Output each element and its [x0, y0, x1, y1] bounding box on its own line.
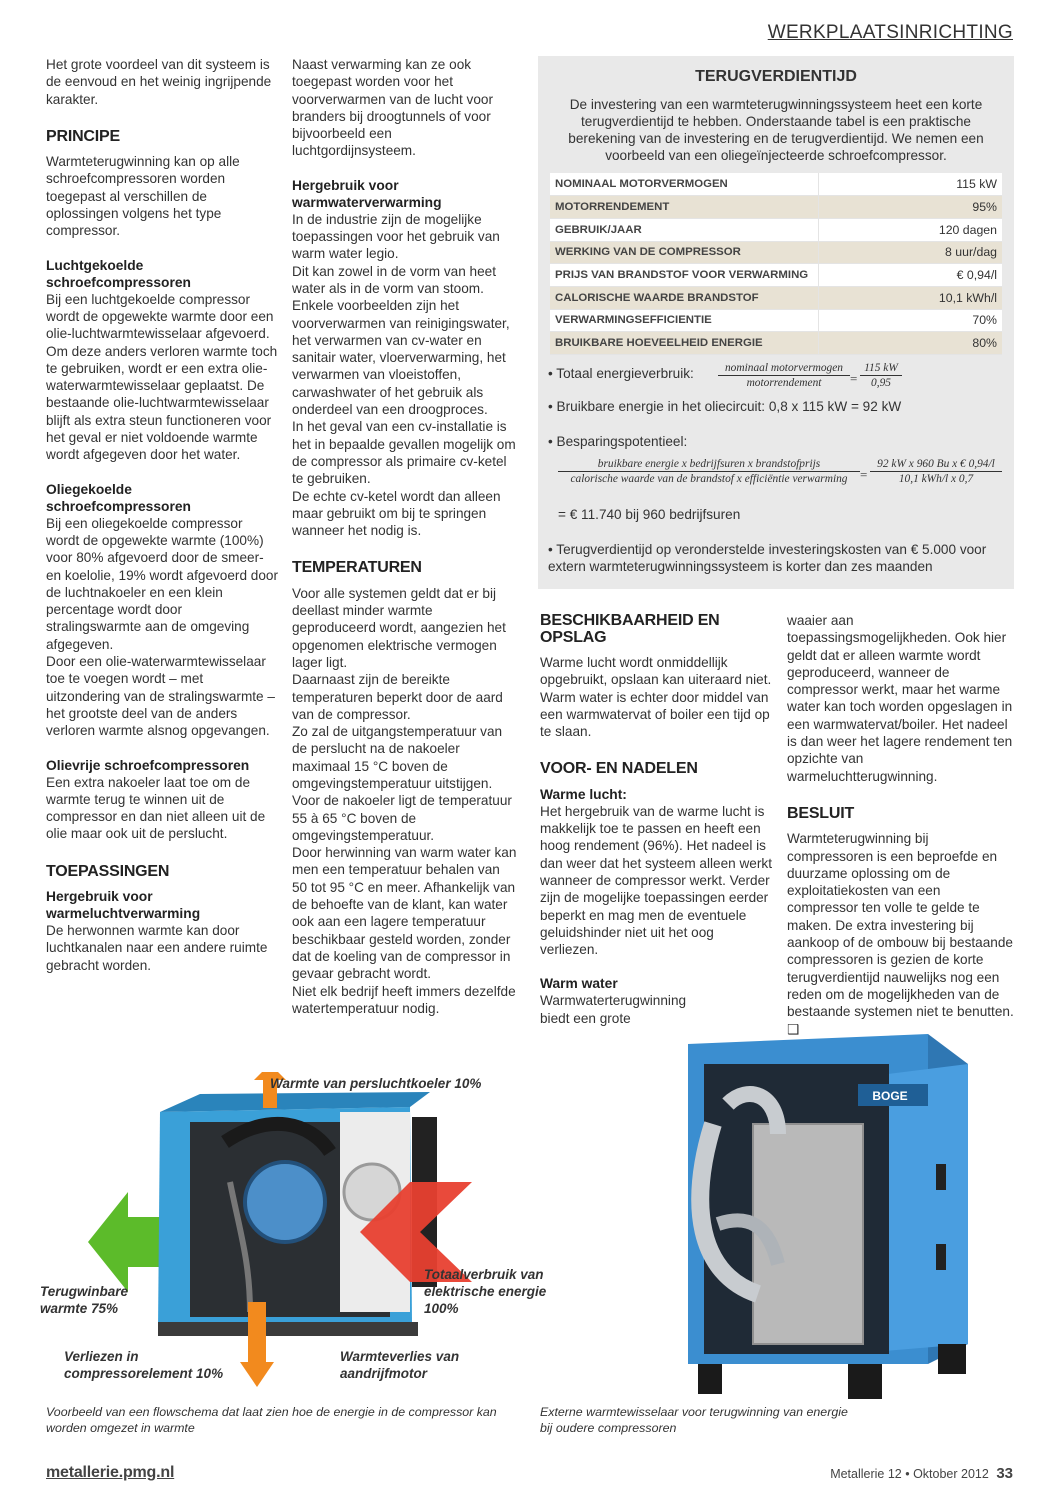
table-row — [550, 218, 1002, 241]
hergebruik-water-text: In de industrie zijn de mogelijke toepassingen voor het gebruik van warm water legio. Dit kan zowel in de vorm van heet water als in de vorm van stoom. Enkele voorbeelden zijn het voorverwarmen van reinigingswater, het verwarmen van cv-water en sanitair water, vloerverwarming, het verwarmen van vloeistoffen, carwashwater of het gebruik als onderdeel van een droogproces. In het geval van een cv-installatie is het in bepaalde gevallen mogelijk om de compressor als primaire cv-ketel te gebruiken. De echte cv-ketel wordt dan alleen maar gebruikt om bij te springen wanneer het nodig is. — [292, 211, 516, 539]
table-value: 120 dagen — [818, 218, 1002, 241]
fraction-numerator: bruikbare energie x bedrijfsuren x brandstofprijs — [558, 458, 860, 472]
bullet-savings: • Besparingspotentieel: — [548, 434, 688, 449]
table-row — [550, 309, 1002, 332]
figure2-caption: Externe warmtewisselaar voor terugwinning van energie bij oudere compressoren — [540, 1405, 848, 1435]
fraction-numerator: 92 kW x 960 Bu x € 0,94/l — [870, 458, 1002, 472]
label-compressor-loss: Verliezen in compressorelement 10% — [64, 1349, 224, 1381]
hergebruik-lucht-text: De herwonnen warmte kan door luchtkanalen naar een andere ruimte gebracht worden. — [46, 922, 268, 973]
cabinet-foot — [698, 1364, 722, 1394]
table-row — [550, 173, 1002, 196]
temperaturen-text: Voor alle systemen geldt dat er bij deellast minder warmte geproduceerd wordt, aangezien het opgenomen elektrische vermogen lager ligt. Daarnaast zijn de bereikte temperaturen beperkt door de aard van de compressor. Zo zal de uitgangstemperatuur van de perslucht na de nakoeler maximaal 15 °C boven de omgevingstemperatuur uitstijgen. Voor de nakoeler ligt de temperatuur 55 à 65 °C boven de omgevingstemperatuur. Door herwinning van warm water kan men een temperatuur behalen van 50 tot 95 °C en meer. Afhankelijk van de behoefte van de klant, kan water ook aan een lagere temperatuur beschikbaar gesteld worden, zonder dat de koeling van de compressor in gevaar gebracht wordt. Niet elk bedrijf heeft immers dezelfde watertemperatuur nodig. — [292, 585, 517, 1016]
fraction-numerator: nominaal motorvermogen — [718, 362, 850, 376]
label-recoverable-heat: Terugwinbare warmte 75% — [40, 1284, 129, 1316]
table-value: 80% — [818, 332, 1002, 355]
label-total-consumption: Totaalverbruik van elektrische energie 100% — [424, 1267, 547, 1316]
cabinet-foot — [938, 1344, 966, 1374]
motor — [245, 1162, 325, 1242]
fraction-savings — [558, 458, 860, 485]
table-row — [550, 286, 1002, 309]
table-value: 10,1 kWh/l — [818, 286, 1002, 309]
table-value: 115 kW — [818, 173, 1002, 196]
table-key: BRUIKBARE HOEVEELHEID ENERGIE — [550, 332, 818, 355]
principe-text: Warmteterugwinning kan op alle schroefcompressoren worden toegepast al verschillen de oplossingen volgens het type compressor. — [46, 154, 240, 239]
table-key: VERWARMINGSEFFICIENTIE — [550, 309, 818, 332]
table-value: € 0,94/l — [818, 264, 1002, 287]
heading-oliegekoelde: Oliegekoelde schroefcompressoren — [46, 481, 191, 514]
footer-website[interactable]: metallerie.pmg.nl — [46, 1464, 175, 1481]
heading-besluit: BESLUIT — [787, 804, 855, 822]
column-2 — [292, 56, 518, 1017]
fraction-denominator: calorische waarde van de brandstof x efficiëntie verwarming — [570, 473, 848, 485]
table-row — [550, 264, 1002, 287]
luchtgekoelde-text: Bij een luchtgekoelde compressor wordt de opgewekte warmte door een olie-luchtwarmtewisselaar afgevoerd. Om deze anders verloren warmte toch te gebruiken, wordt er een extra olie-waterwarmtewisselaar geplaatst. De bestaande olie-luchtwarmtewisselaar blijft als extra steun functioneren voor het geval er niet voldoende warmte wordt afgegeven door het water. — [46, 291, 278, 463]
heading-toepassingen: TOEPASSINGEN — [46, 862, 170, 880]
warme-lucht-text: Het hergebruik van de warme lucht is makkelijk toe te passen en heeft een hoog rendement (96%). Het nadeel is dan weer dat het systeem alleen werkt wanneer de compressor werkt. Verder zijn de mogelijke toepassingen eerder beperkt en mag men de eventuele geluidshinder niet uit het oog verliezen. — [540, 803, 772, 958]
heading-hergebruik-lucht: Hergebruik voor warmeluchtverwarming — [46, 888, 201, 921]
footer-issue — [830, 1465, 1013, 1482]
bullet-usable-energy: • Bruikbare energie in het oliecircuit: 0,8 x 115 kW = 92 kW — [548, 399, 902, 414]
besluit-text: Warmteterugwinning bij compressoren is een beproefde en duurzame oplossing om de exploitatiekosten van een compressor ten volle te gelde te maken. De extra investering bij aankoop of de ombouw bij bestaande compressoren is gezien de korte terugverdientijd nauwelijks nog een reden om de mogelijkheden van de bestaande systemen niet te benutten. ❑ — [787, 831, 1014, 1037]
table-key: CALORISCHE WAARDE BRANDSTOF — [550, 286, 818, 309]
page-number: 33 — [996, 1465, 1013, 1482]
table-key: NOMINAAL MOTORVERMOGEN — [550, 173, 818, 196]
table-key: WERKING VAN DE COMPRESSOR — [550, 241, 818, 264]
issue-label: Metallerie 12 • Oktober 2012 — [830, 1467, 989, 1481]
table-row — [550, 332, 1002, 355]
terugverdientijd-box — [538, 56, 1014, 589]
box-title: TERUGVERDIENTIJD — [695, 68, 857, 85]
label-cooler-heat: Warmte van persluchtkoeler 10% — [270, 1076, 482, 1091]
table-row — [550, 196, 1002, 219]
heading-temperaturen: TEMPERATUREN — [292, 559, 422, 577]
table-value: 8 uur/dag — [818, 241, 1002, 264]
column-1 — [46, 56, 278, 974]
table-value: 70% — [818, 309, 1002, 332]
fraction-denominator: 0,95 — [871, 377, 891, 389]
bullet-total-energy: • Totaal energieverbruik: — [548, 366, 694, 381]
heading-luchtgekoelde: Luchtgekoelde schroefcompressoren — [46, 257, 191, 290]
heading-beschikbaarheid: BESCHIKBAARHEID EN OPSLAG — [540, 612, 720, 646]
col2-intro: Naast verwarming kan ze ook toegepast worden voor het voorverwarmen van de lucht voor branders bij droogtunnels of voor bijvoorbeeld een luchtgordijnsysteem. — [292, 57, 493, 159]
heat-exchanger-figure — [628, 1024, 1013, 1404]
fraction-savings-values — [870, 458, 1002, 485]
column-4 — [787, 612, 1015, 1038]
fraction-total-energy — [718, 362, 850, 389]
fraction-numerator: 115 kW — [860, 362, 902, 376]
table-key: GEBRUIK/JAAR — [550, 218, 818, 241]
table-key: MOTORRENDEMENT — [550, 196, 818, 219]
fraction-denominator: motorrendement — [746, 377, 822, 389]
heading-principe: PRINCIPE — [46, 127, 120, 145]
calculation-table — [550, 173, 1002, 355]
brand-logo: BOGE — [872, 1089, 908, 1103]
heading-voor-nadelen: VOOR- EN NADELEN — [540, 760, 698, 778]
heading-warm-water: Warm water — [540, 976, 618, 992]
column-3 — [540, 612, 772, 1027]
savings-result: = € 11.740 bij 960 bedrijfsuren — [558, 507, 741, 522]
section-label: WERKPLAATSINRICHTING — [767, 22, 1013, 43]
table-key: PRIJS VAN BRANDSTOF VOOR VERWARMING — [550, 264, 818, 287]
col1-intro: Het grote voordeel van dit systeem is de eenvoud en het weinig ingrijpende karakter. — [46, 57, 272, 107]
oliegekoelde-text: Bij een oliegekoelde compressor wordt de opgewekte warmte (100%) voor 80% afgevoerd door de smeer- en koelolie, 19% wordt afgevoerd door de luchtnakoeler en een klein percentage wordt door stralingswarmte aan de omgeving afgegeven. Door een olie-waterwarmtewisselaar toe te voegen wordt – met uitzondering van de stralingswarmte – het grootste deel van de anders verloren warmte alsnog opgevangen. — [46, 515, 278, 739]
beschikbaarheid-text: Warme lucht wordt onmiddellijk opgebruikt, opslaan kan uiteraard niet. Warm water is echter door middel van een warmwatervat of boiler een tijd op te slaan. — [540, 655, 772, 740]
olievrije-text: Een extra nakoeler laat toe om de warmte terug te winnen uit de compressor en dan niet alleen uit de olie maar ook uit de perslucht. — [46, 774, 266, 842]
label-motor-loss: Warmteverlies van aandrijfmotor — [340, 1349, 460, 1381]
warm-water-text: Warmwaterterugwinning biedt een grote — [540, 993, 687, 1026]
heading-warme-lucht: Warme lucht: — [540, 786, 627, 802]
heading-hergebruik-water: Hergebruik voor warmwaterverwarming — [292, 177, 442, 210]
equals-sign: = — [850, 371, 858, 386]
heading-olievrije: Olievrije schroefcompressoren — [46, 757, 250, 773]
table-value: 95% — [818, 196, 1002, 219]
fraction-values — [860, 362, 902, 389]
figure1-caption: Voorbeeld van een flowschema dat laat zien hoe de energie in de compressor kan worden omgezet in warmte — [46, 1405, 497, 1435]
bullet-payback: • Terugverdientijd op veronderstelde investeringskosten van € 5.000 voor extern warmteterugwinningssysteem is korter dan zes maanden — [548, 542, 987, 574]
cabinet-foot — [848, 1364, 882, 1399]
equals-sign: = — [860, 467, 868, 482]
box-intro: De investering van een warmteterugwinningssysteem heet een korte terugverdientijd te hebben. Onderstaande tabel is een praktische berekening van de investering en de terugverdientijd. We nemen een voorbeeld van een oliegeïnjecteerde schroefcompressor. — [568, 97, 984, 163]
col4-text: waaier aan toepassingsmogelijkheden. Ook hier geldt dat er alleen warmte wordt geproduceerd, wanneer de compressor werkt, maar het warme water kan toch worden opgeslagen in een warmwatervat/boiler. Het nadeel is dan weer het lagere rendement ten opzichte van warmeluchtterugwinning. — [787, 613, 1013, 784]
fraction-denominator: 10,1 kWh/l x 0,7 — [898, 473, 974, 485]
compressor-base — [158, 1322, 418, 1336]
table-row — [550, 241, 1002, 264]
